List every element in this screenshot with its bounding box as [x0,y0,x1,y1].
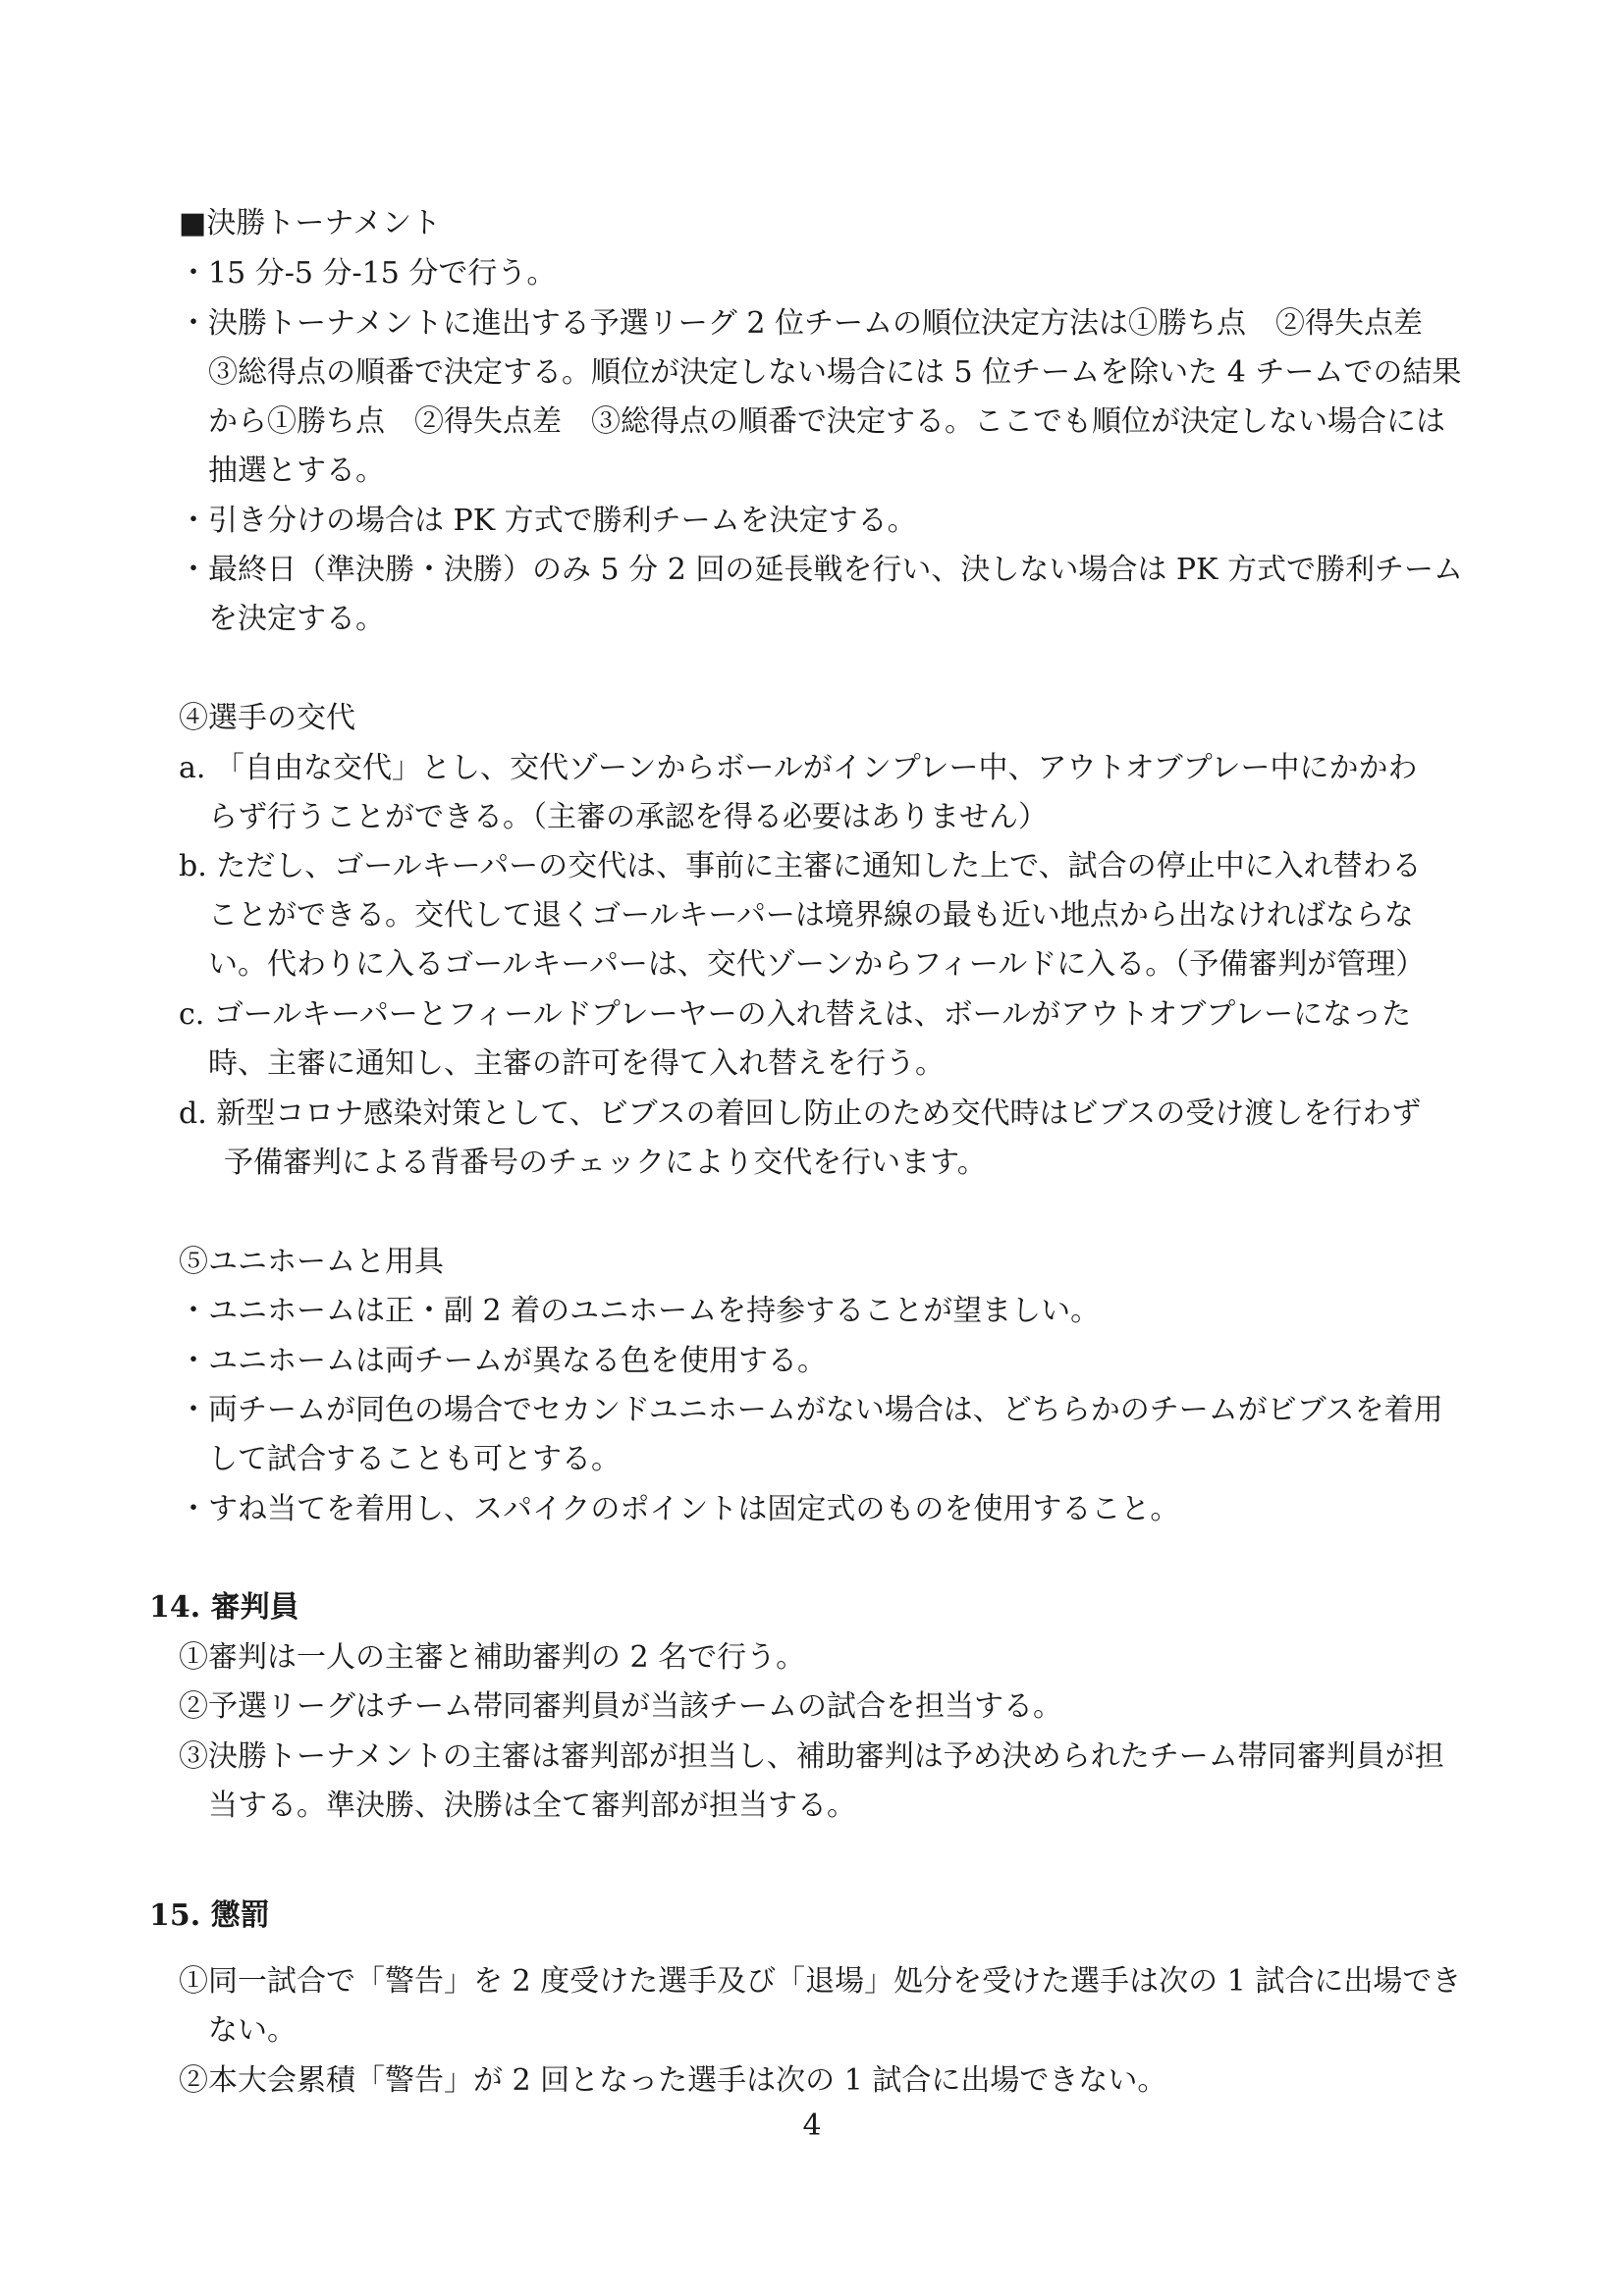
uniform-item-3: ・両チームが同色の場合でセカンドユニホームがない場合は、どちらかのチームがビブスを着用 [179,1393,1443,1427]
tournament-item-2-line2: ③総得点の順番で決定する。順位が決定しない場合には 5 位チームを除いた 4 チームでの結果 [208,355,1462,390]
tournament-item-2: ・決勝トーナメントに進出する予選リーグ 2 位チームの順位決定方法は①勝ち点 ②得失点差 [179,306,1423,341]
substitution-item-b: b. ただし、ゴールキーパーの交代は、事前に主審に通知した上で、試合の停止中に入れ替わる [179,849,1422,883]
referees-item-2: ②予選リーグはチーム帯同審判員が当該チームの試合を担当する。 [179,1689,1062,1724]
tournament-item-2-line4: 抽選とする。 [208,454,385,488]
substitution-item-c: c. ゴールキーパーとフィールドプレーヤーの入れ替えは、ボールがアウトオブプレーになった [179,997,1412,1032]
substitution-item-d-line2: 予備審判による背番号のチェックにより交代を行います。 [224,1146,987,1180]
referees-item-3: ③決勝トーナメントの主審は審判部が担当し、補助審判は予め決められたチーム帯同審判員が担 [179,1739,1444,1774]
referees-item-3-line2: 当する。準決勝、決勝は全て審判部が担当する。 [208,1789,856,1823]
referees-item-1: ①審判は一人の主審と補助審判の 2 名で行う。 [179,1640,806,1675]
substitution-item-c-line2: 時、主審に通知し、主審の許可を得て入れ替えを行う。 [208,1046,945,1081]
substitution-item-a: a. 「自由な交代」とし、交代ゾーンからボールがインプレー中、アウトオブプレー中にかかわ [179,751,1418,785]
substitution-item-b-line3: い。代わりに入るゴールキーパーは、交代ゾーンからフィールドに入る。（予備審判が管理） [208,947,1426,982]
substitution-item-a-line2: らず行うことができる。（主審の承認を得る必要はありません） [208,800,1048,834]
tournament-heading: ■決勝トーナメント [179,206,442,240]
uniform-item-2: ・ユニホームは両チームが異なる色を使用する。 [179,1344,827,1378]
discipline-heading: 15. 懲罰 [149,1898,270,1933]
tournament-item-1: ・15 分-5 分-15 分で行う。 [179,256,557,291]
discipline-item-1-line2: ない。 [208,2013,297,2048]
tournament-item-4: ・最終日（準決勝・決勝）のみ 5 分 2 回の延長戦を行い、決しない場合は PK 方式で勝利チーム [179,553,1463,587]
discipline-item-2: ②本大会累積「警告」が 2 回となった選手は次の 1 試合に出場できない。 [179,2063,1167,2098]
uniform-heading: ⑤ユニホームと用具 [179,1245,444,1279]
uniform-item-4: ・すね当てを着用し、スパイクのポイントは固定式のものを使用すること。 [179,1492,1180,1526]
uniform-item-1: ・ユニホームは正・副 2 着のユニホームを持参することが望ましい。 [179,1294,1101,1328]
tournament-item-3: ・引き分けの場合は PK 方式で勝利チームを決定する。 [179,504,917,538]
tournament-item-4-line2: を決定する。 [208,602,385,636]
uniform-item-3-line2: して試合することも可とする。 [208,1442,621,1476]
discipline-item-1: ①同一試合で「警告」を 2 度受けた選手及び「退場」処分を受けた選手は次の 1 試合に出場でき [179,1964,1462,1999]
substitution-heading: ④選手の交代 [179,701,355,735]
tournament-item-2-line3: から①勝ち点 ②得失点差 ③総得点の順番で決定する。ここでも順位が決定しない場合には [208,404,1445,439]
substitution-item-b-line2: ことができる。交代して退くゴールキーパーは境界線の最も近い地点から出なければならな [208,898,1414,933]
referees-heading: 14. 審判員 [149,1590,299,1625]
substitution-item-d: d. 新型コロナ感染対策として、ビブスの着回し防止のため交代時はビブスの受け渡しを行わず [179,1096,1422,1131]
page-number: 4 [802,2109,822,2143]
